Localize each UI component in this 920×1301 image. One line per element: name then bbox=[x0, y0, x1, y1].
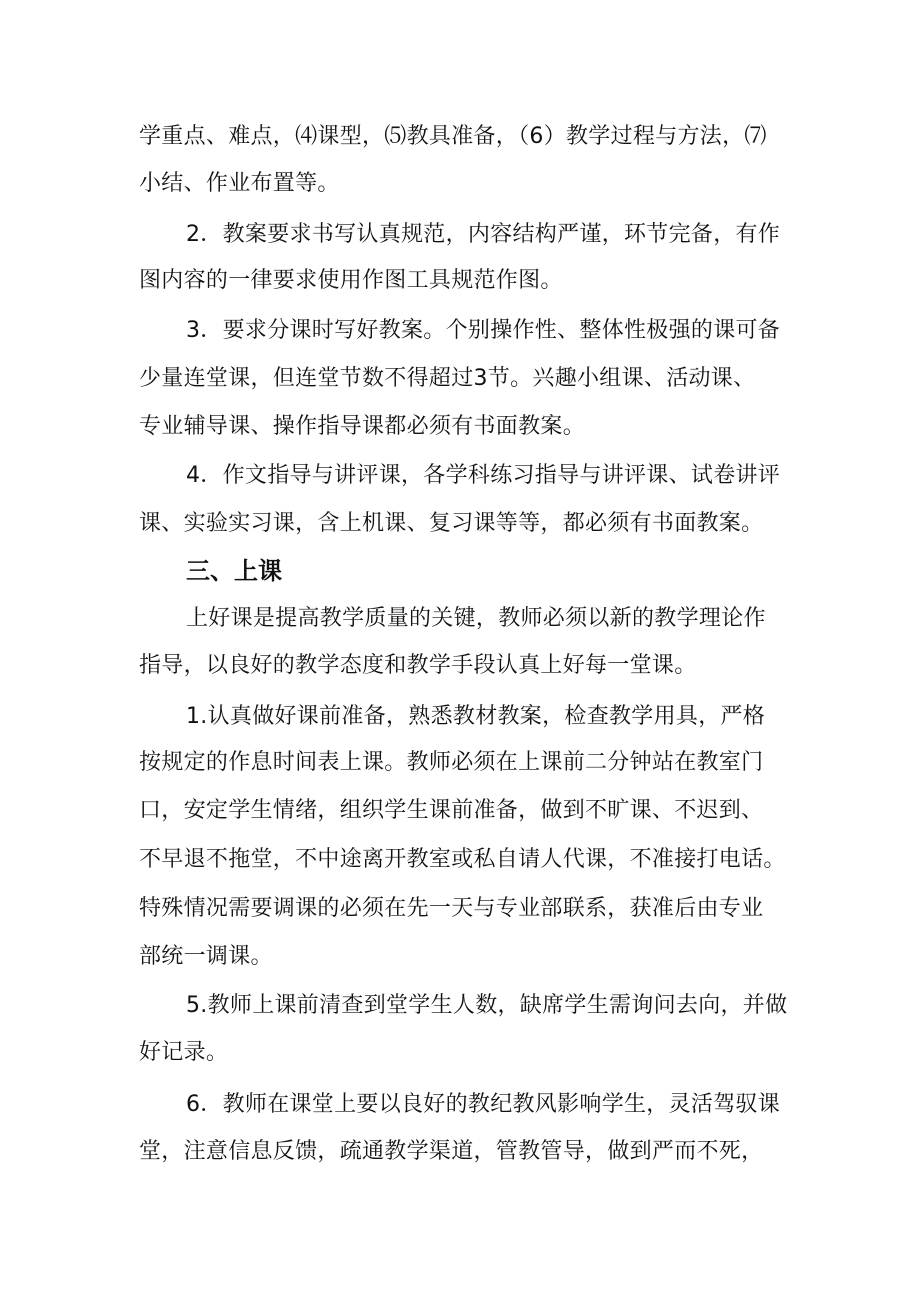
section-heading: 三、上课 bbox=[186, 557, 282, 585]
text-line: 按规定的作息时间表上课。教师必须在上课前二分钟站在教室门 bbox=[139, 750, 764, 775]
text-line: 口，安定学生情绪，组织学生课前准备，做到不旷课、不迟到、 bbox=[139, 798, 764, 823]
text-line: 堂，注意信息反馈，疏通教学渠道，管教管导，做到严而不死， bbox=[139, 1139, 764, 1164]
text-line: 少量连堂课，但连堂节数不得超过3节。兴趣小组课、活动课、 bbox=[139, 366, 756, 391]
text-line: 4．作文指导与讲评课，各学科练习指导与讲评课、试卷讲评 bbox=[186, 463, 781, 488]
text-line: 图内容的一律要求使用作图工具规范作图。 bbox=[139, 268, 563, 293]
text-line: 5.教师上课前清查到堂学生人数，缺席学生需询问去向，并做 bbox=[186, 993, 788, 1018]
text-line: 2．教案要求书写认真规范，内容结构严谨，环节完备，有作 bbox=[186, 222, 781, 247]
text-line: 3．要求分课时写好教案。个别操作性、整体性极强的课可备 bbox=[186, 318, 781, 343]
text-line: 指导，以良好的教学态度和教学手段认真上好每一堂课。 bbox=[139, 653, 697, 678]
text-line: 小结、作业布置等。 bbox=[139, 171, 340, 196]
text-line: 专业辅导课、操作指导课都必须有书面教案。 bbox=[139, 414, 586, 439]
text-line: 上好课是提高教学质量的关键，教师必须以新的教学理论作 bbox=[186, 606, 766, 631]
text-line: 1.认真做好课前准备，熟悉教材教案，检查教学用具，严格 bbox=[186, 704, 766, 729]
text-line: 课、实验实习课，含上机课、复习课等等，都必须有书面教案。 bbox=[139, 511, 764, 536]
text-line: 不早退不拖堂，不中途离开教室或私自请人代课，不准接打电话。 bbox=[139, 847, 786, 872]
text-line: 学重点、难点，⑷课型，⑸教具准备，（6）教学过程与方法，⑺ bbox=[139, 124, 767, 149]
text-line: 特殊情况需要调课的必须在先一天与专业部联系，获准后由专业 bbox=[139, 896, 764, 921]
text-line: 部统一调课。 bbox=[139, 944, 273, 969]
text-line: 好记录。 bbox=[139, 1040, 229, 1065]
text-line: 6．教师在课堂上要以良好的教纪教风影响学生，灵活驾驭课 bbox=[186, 1092, 781, 1117]
